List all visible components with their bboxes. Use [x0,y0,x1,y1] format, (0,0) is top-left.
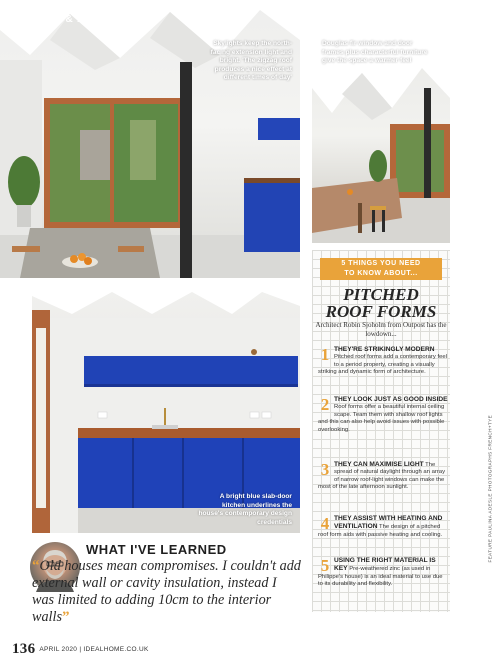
tip-number: 2 [320,395,330,414]
tip-title: THEY ASSIST WITH HEATING AND VENTILATION [334,515,443,531]
photo-blue-kitchen [32,288,300,533]
caption-skylights: Skylights keep the north-facing extension light and bright. 'The zigzag roof produces a nice effect at different times of day' [210,40,292,82]
tip-number: 5 [320,556,330,575]
tip-text: Roof forms offer a beautiful internal ceiling scape. Team them with shallow roof lights and this can also help avoid issues with possible overlooking. [318,404,445,433]
learned-quote [32,558,302,626]
tip-title: THEY'RE STRIKINGLY MODERN [334,346,435,353]
footer-issue: APRIL 2020 [39,646,78,653]
heading-line-2: ROOF FORMS [325,302,437,321]
tip-item-5 [318,557,448,589]
photo-credit: FEATURE PAULINA ADESLE PHOTOGRAPHS FRENCH+TYE [487,414,493,563]
open-quote-mark: “ [32,558,40,574]
tip-number: 1 [320,345,330,364]
tip-number: 3 [320,460,330,479]
heading-line-1: PITCHED [343,285,419,304]
banner-line-2: TO KNOW ABOUT... [344,270,418,277]
page-footer: 136 APRIL 2020 | IDEALHOME.CO.UK [12,641,149,657]
tip-title: USING THE RIGHT MATERIAL IS KEY [334,557,436,573]
close-quote-mark: ” [61,609,70,625]
quote-text: Old houses mean compromises. I couldn't add external wall or cavity insulation, instead I was limited to adding 10cm to the interior walls [32,558,301,625]
caption-kitchen: A bright blue slab-door kitchen underlines the house's contemporary design credentials [198,493,292,526]
tip-title: THEY CAN MAXIMISE LIGHT [334,461,424,468]
tip-text: Pitched roof forms add a contemporary feel to a period property, creating a visually striking and dynamic form of architecture. [318,354,447,376]
info-panel-heading [312,286,450,320]
tip-title: THEY LOOK JUST AS GOOD INSIDE [334,396,448,403]
photo-dining-window [312,28,450,243]
footer-site[interactable]: IDEALHOME.CO.UK [83,646,149,653]
tip-number: 4 [320,514,330,533]
tip-text: Pre-weathered zinc (as used in Philippe's house) is an ideal material to use due to its durability and flexibility. [318,566,443,588]
tip-text: The spread of natural daylight through an array of narrow roof-light windows can make the most of the late afternoon sunlight. [318,462,446,491]
tip-item-3 [318,461,448,492]
info-panel-banner [320,258,442,280]
tip-item-4 [318,515,448,539]
tip-item-2 [318,396,448,434]
section-tag: BEFORE & AFTER [14,14,116,25]
banner-line-1: 5 THINGS YOU NEED [341,260,421,267]
tip-text: The design of a pitched roof form aids with passive heating and cooling. [318,524,443,538]
page-number: 136 [12,641,36,657]
tip-item-1 [318,346,448,377]
learned-heading: WHAT I'VE LEARNED [86,542,227,557]
photo-extension-skylights [0,0,300,278]
caption-douglas-fir: Douglas fir window and door frames plus characterful furniture give the space a warmer feel [322,40,428,65]
info-panel-intro: Architect Robin Sjoholm from Outpost has the lowdown... [315,321,447,338]
